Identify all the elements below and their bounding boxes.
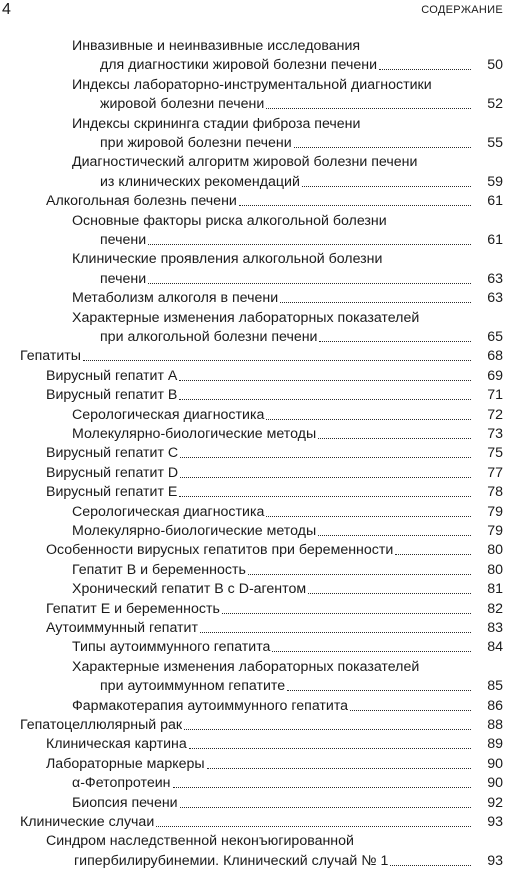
toc-entry-title: Метаболизм алкоголя в печени — [72, 290, 279, 307]
toc-page-number: 71 — [487, 387, 503, 404]
toc-entry-title: Диагностический алгоритм жировой болезни печени — [72, 154, 418, 171]
toc-entry-title: при жировой болезни печени — [100, 135, 292, 151]
toc-entry-continuation — [0, 172, 512, 192]
toc-entry-title: Вирусный гепатит B — [46, 387, 178, 404]
toc-entry — [0, 754, 512, 774]
toc-entry — [0, 502, 512, 522]
toc-entry-title: Вирусный гепатит C — [46, 445, 179, 462]
toc-entry-title: Серологическая диагностика — [72, 406, 265, 423]
toc-page-number: 79 — [487, 523, 503, 539]
toc-entry-title: Серологическая диагностика — [72, 503, 265, 520]
toc-page-number: 61 — [487, 193, 503, 210]
dot-leader — [379, 69, 471, 70]
dot-leader — [180, 807, 471, 808]
toc-entry-title: при аутоиммунном гепатите — [100, 678, 286, 695]
toc-entry-title: Клинические случаи — [20, 814, 155, 830]
toc-entry — [0, 424, 512, 444]
toc-entry — [0, 831, 512, 851]
toc-entry-continuation — [0, 230, 512, 250]
toc-page-number: 61 — [487, 232, 503, 248]
toc-entry — [0, 385, 512, 405]
dot-leader — [179, 399, 471, 400]
toc-entry-title: Вирусный гепатит E — [46, 484, 178, 501]
dot-leader — [148, 244, 471, 245]
toc-entry-title: Индексы лабораторно-инструментальной диагностики — [72, 76, 432, 93]
toc-entry — [0, 637, 512, 657]
dot-leader — [184, 729, 471, 730]
toc-entry-continuation — [0, 94, 512, 114]
dot-leader — [173, 787, 471, 788]
dot-leader — [280, 302, 471, 303]
toc-entry-title: Молекулярно-биологические методы — [72, 426, 317, 442]
dot-leader — [156, 826, 471, 827]
toc-page-number: 77 — [487, 464, 503, 481]
dot-leader — [318, 535, 471, 536]
dot-leader — [200, 632, 471, 633]
toc-page-number: 92 — [487, 794, 503, 811]
page-number: 4 — [2, 1, 11, 18]
toc-entry — [0, 618, 512, 638]
dot-leader — [350, 710, 471, 711]
dot-leader — [180, 457, 471, 458]
toc-entry — [0, 734, 512, 754]
toc-entry-title: Вирусный гепатит D — [46, 464, 179, 481]
toc-page-number: 78 — [487, 484, 503, 501]
dot-leader — [148, 283, 471, 284]
dot-leader — [302, 186, 471, 187]
toc-entry-title: из клинических рекомендаций — [100, 173, 300, 190]
toc-page-number: 72 — [487, 406, 503, 423]
toc-page-number: 81 — [487, 581, 503, 598]
toc-entry-title: Фармакотерапия аутоиммунного гепатита — [72, 697, 349, 714]
toc-page-number: 69 — [487, 367, 503, 384]
toc-page-number: 68 — [487, 348, 503, 365]
dot-leader — [266, 419, 471, 420]
toc-page-number: 83 — [487, 620, 503, 636]
toc-entry — [0, 346, 512, 366]
toc-entry — [0, 579, 512, 599]
toc-entry-title: Аутоиммунный гепатит — [46, 620, 198, 636]
toc-entry-title: Гепатоцеллюлярный рак — [20, 717, 183, 733]
toc-entry — [0, 443, 512, 463]
dot-leader — [180, 477, 471, 478]
toc-entry — [0, 657, 512, 677]
toc-entry — [0, 191, 512, 211]
toc-page-number: 75 — [487, 445, 503, 462]
dot-leader — [179, 496, 471, 497]
toc-entry-title: Синдром наследственной неконъюгированной — [46, 833, 354, 850]
dot-leader — [308, 593, 471, 594]
toc-entry — [0, 308, 512, 328]
toc-page-number: 90 — [487, 775, 503, 792]
toc-entry — [0, 405, 512, 425]
toc-entry-title: Гепатит B и беременность — [72, 561, 246, 578]
toc-entry-continuation — [0, 676, 512, 696]
toc-page-number: 90 — [487, 755, 503, 772]
toc-entry-title: гипербилирубинемии. Клинический случай № 1 — [74, 852, 389, 869]
toc-page-number: 80 — [487, 542, 503, 559]
toc-entry — [0, 36, 512, 56]
toc-page-number: 73 — [487, 426, 503, 442]
toc-entry-title: Вирусный гепатит A — [46, 367, 178, 384]
toc-entry — [0, 773, 512, 793]
toc-entry-continuation — [0, 55, 512, 75]
toc-entry-continuation — [0, 133, 512, 153]
toc-page-number: 65 — [487, 329, 503, 345]
toc-page-number: 50 — [487, 57, 503, 74]
dot-leader — [318, 438, 471, 439]
toc-entry — [0, 366, 512, 386]
dot-leader — [319, 341, 471, 342]
toc-page-number: 63 — [487, 270, 503, 287]
toc-entry-title: Биопсия печени — [72, 794, 178, 811]
dot-leader — [239, 205, 471, 206]
toc-entry — [0, 521, 512, 541]
toc-entry-title: Клиническая картина — [46, 736, 187, 753]
toc-entry — [0, 75, 512, 95]
toc-entry-title: жировой болезни печени — [100, 96, 265, 113]
toc-entry — [0, 114, 512, 134]
dot-leader — [390, 865, 471, 866]
toc-entry-title: Гепатит E и беременность — [46, 600, 220, 617]
toc-entry-title: Типы аутоиммунного гепатита — [72, 639, 271, 656]
toc-page-number: 82 — [487, 600, 503, 617]
toc-page-number: 89 — [487, 736, 503, 753]
toc-entry-continuation — [0, 851, 512, 871]
toc-entry-continuation — [0, 269, 512, 289]
toc-entry — [0, 715, 512, 735]
toc-entry — [0, 211, 512, 231]
toc-page-number: 63 — [487, 290, 503, 307]
toc-entry — [0, 463, 512, 483]
toc-page-number: 80 — [487, 561, 503, 578]
dot-leader — [248, 574, 471, 575]
toc-entry-title: Молекулярно-биологические методы — [72, 523, 317, 539]
dot-leader — [222, 613, 471, 614]
dot-leader — [207, 768, 471, 769]
dot-leader — [266, 108, 471, 109]
toc-entry — [0, 696, 512, 716]
toc-entry-title: Особенности вирусных гепатитов при беременности — [46, 542, 394, 559]
dot-leader — [395, 554, 471, 555]
toc-entry — [0, 288, 512, 308]
toc-entry-title: Основные факторы риска алкогольной болезни — [72, 212, 387, 229]
toc-entry-title: Лабораторные маркеры — [46, 755, 205, 772]
toc-page-number: 85 — [487, 678, 503, 695]
toc-entry-title: Индексы скрининга стадии фиброза печени — [72, 115, 361, 132]
toc-entry-title: α-Фетопротеин — [72, 775, 171, 792]
toc-entry — [0, 540, 512, 560]
toc-entry — [0, 599, 512, 619]
dot-leader — [83, 360, 471, 361]
toc-entry-title: при алкогольной болезни печени — [100, 329, 318, 345]
dot-leader — [272, 651, 471, 652]
toc-page-number: 93 — [487, 814, 503, 830]
toc-page-number: 55 — [487, 135, 503, 151]
toc-entry — [0, 793, 512, 813]
toc-entry-title: печени — [100, 232, 147, 248]
toc-entry — [0, 249, 512, 269]
toc-entry — [0, 812, 512, 832]
toc-entry-title: Гепатиты — [20, 348, 82, 365]
toc-page-number: 88 — [487, 717, 503, 733]
dot-leader — [294, 147, 471, 148]
dot-leader — [266, 516, 471, 517]
toc-entry-title: Инвазивные и неинвазивные исследования — [72, 38, 361, 54]
toc-page-number: 79 — [487, 503, 503, 520]
toc-page-number: 93 — [487, 852, 503, 869]
toc-entry-title: печени — [100, 270, 147, 287]
running-head: СОДЕРЖАНИЕ — [421, 4, 503, 16]
toc-page-number: 52 — [487, 96, 503, 113]
toc-entry-continuation — [0, 327, 512, 347]
toc-entry — [0, 482, 512, 502]
toc-entry-title: Характерные изменения лабораторных показателей — [72, 658, 420, 675]
toc-entry — [0, 152, 512, 172]
toc-entry-title: Хронический гепатит B с D-агентом — [72, 581, 307, 598]
dot-leader — [189, 748, 471, 749]
toc-entry-title: Алкогольная болезнь печени — [46, 193, 237, 210]
toc-entry-title: Характерные изменения лабораторных показателей — [72, 309, 420, 326]
toc-entry-title: Клинические проявления алкогольной болезни — [72, 251, 383, 268]
toc-page-number: 59 — [487, 173, 503, 190]
dot-leader — [179, 380, 471, 381]
toc-entry-title: для диагностики жировой болезни печени — [100, 57, 378, 74]
toc-page-number: 84 — [487, 639, 503, 656]
toc-entry — [0, 560, 512, 580]
toc-page-number: 86 — [487, 697, 503, 714]
dot-leader — [287, 690, 471, 691]
